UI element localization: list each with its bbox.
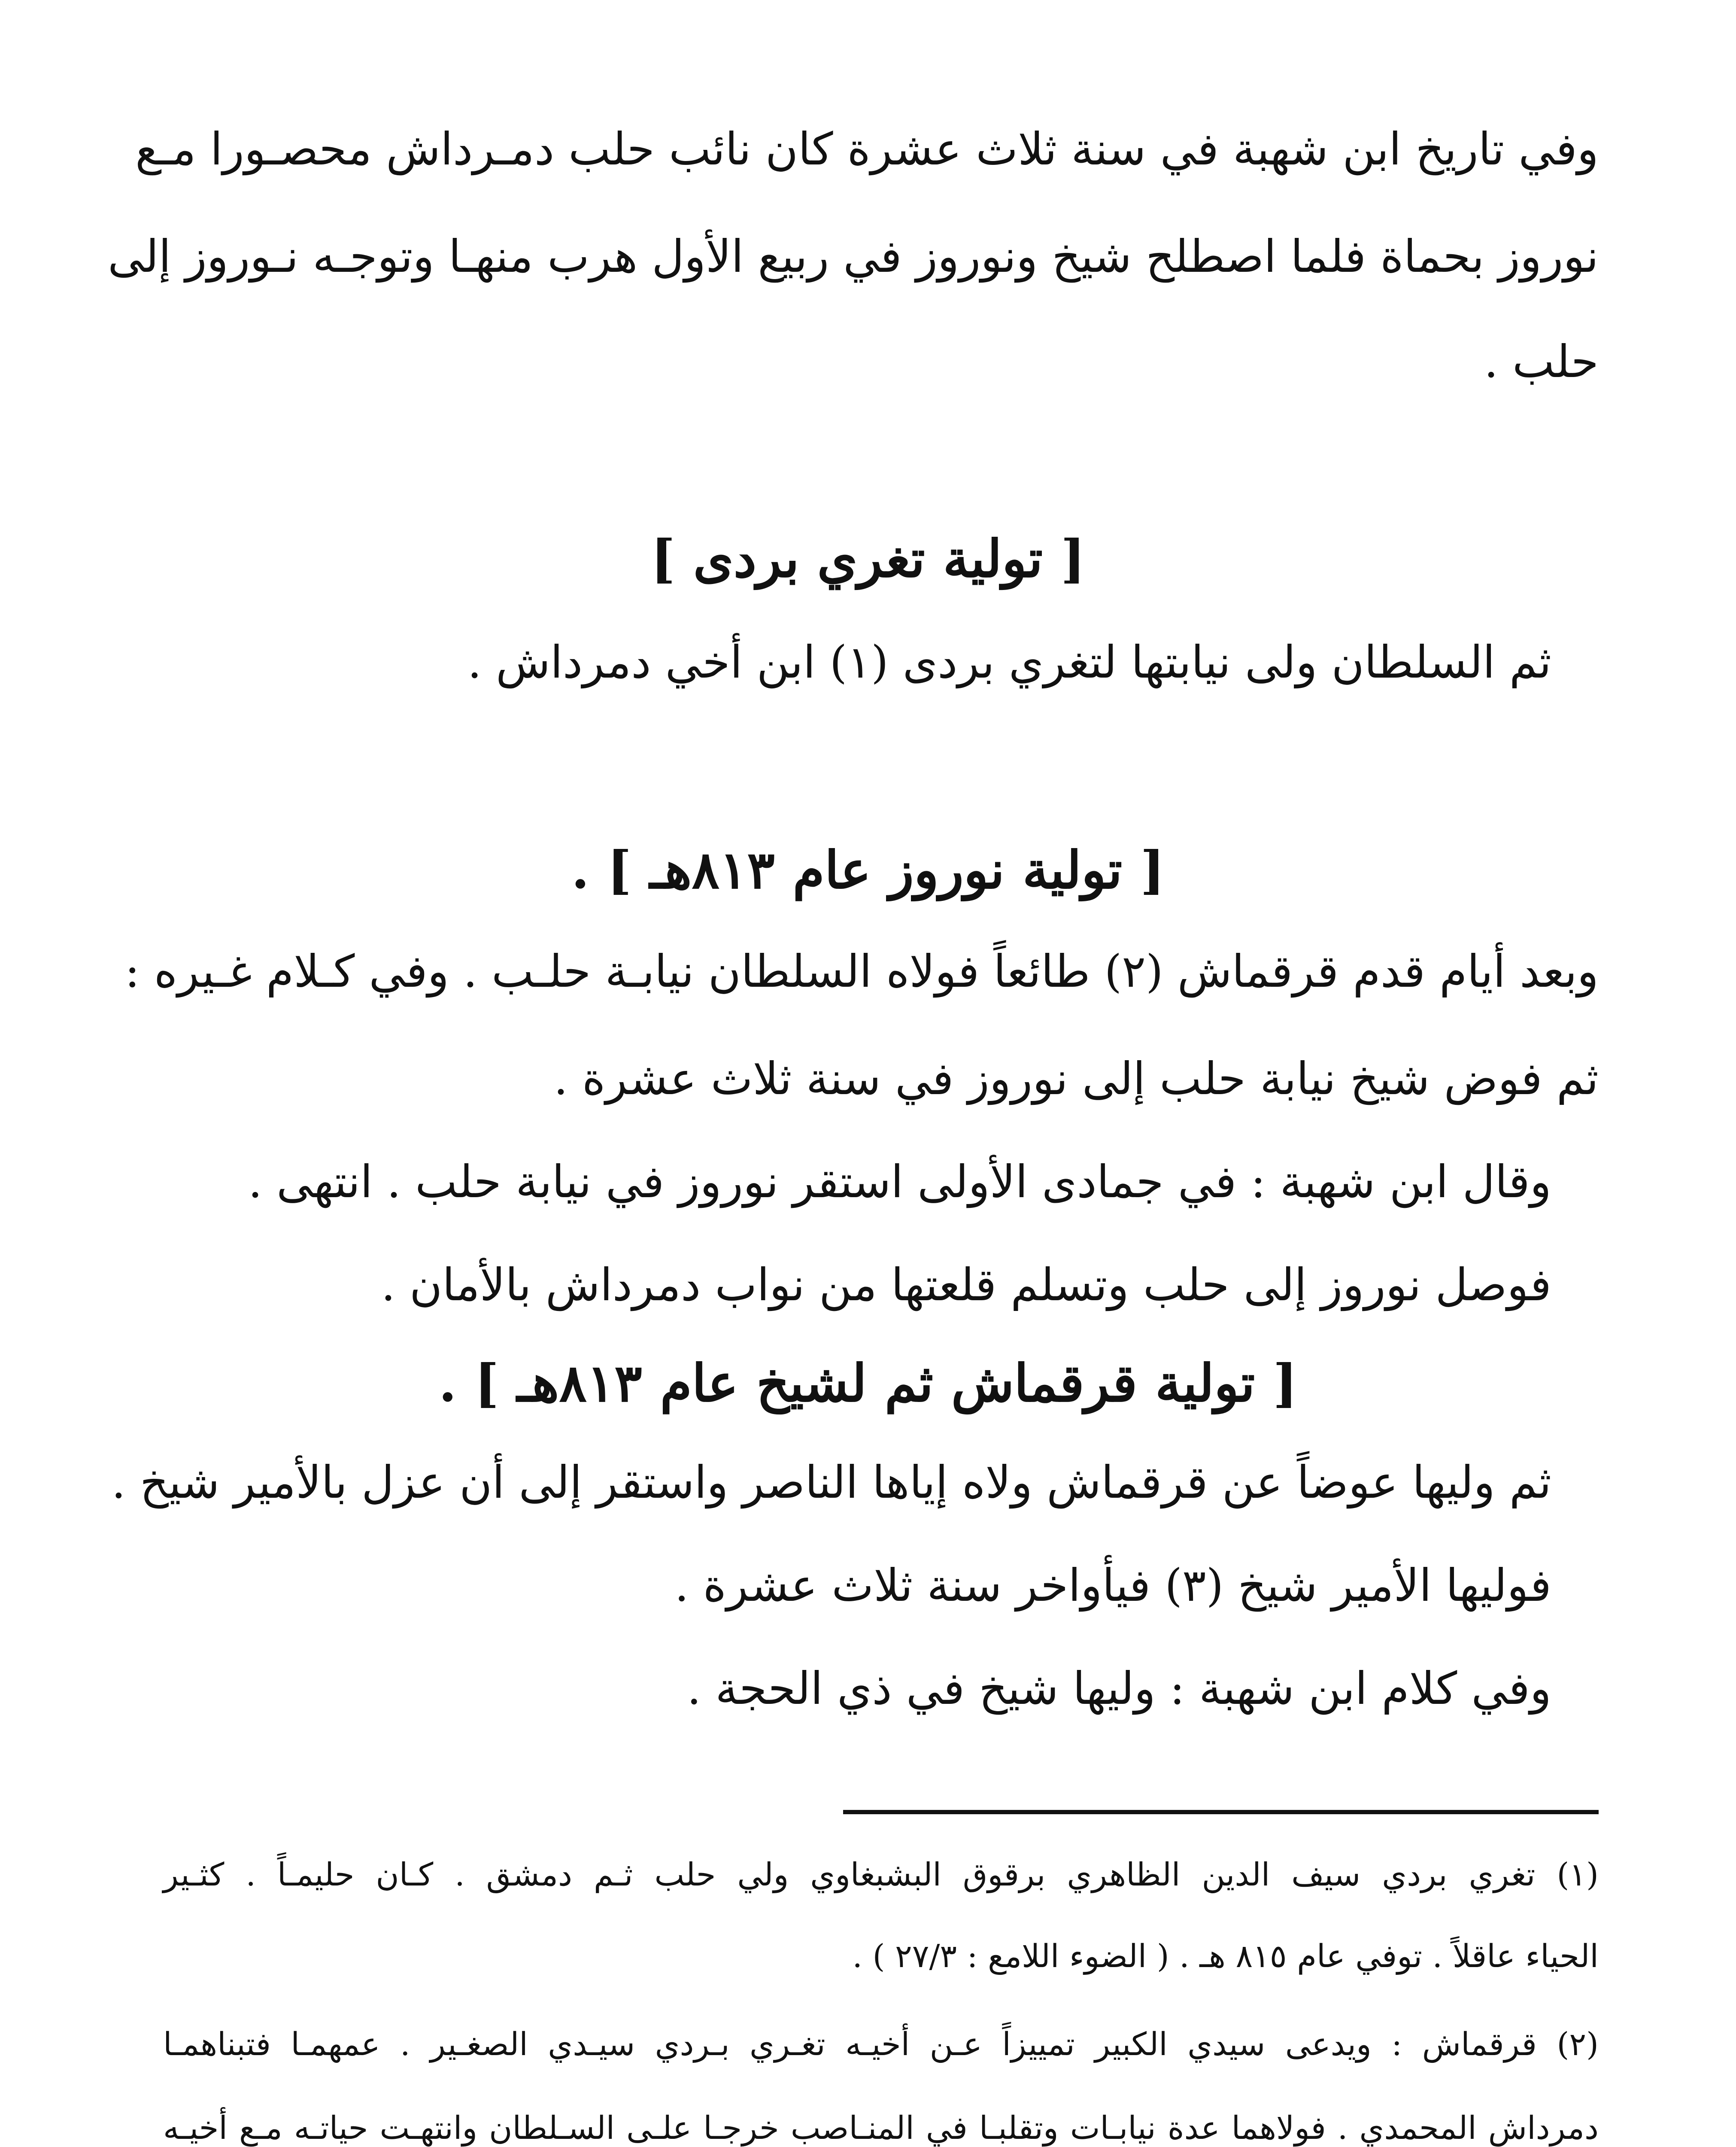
section3-line-2: فوليها الأمير شيخ (٣) فيأواخر سنة ثلاث عشرة .	[674, 1559, 1551, 1612]
section1-line-1: ثم السلطان ولى نيابتها لتغري بردى (١) ابن أخي دمرداش .	[467, 636, 1551, 688]
footnote-2-line-2: دمرداش المحمدي . فولاهما عدة نيابـات وتقلبـا في المنـاصب خرجـا علـى السـلطان وانتهـت حياتـه مـع أخيـه	[163, 2110, 1599, 2147]
section2-line-3: وقال ابن شهبة : في جمادى الأولى استقر نوروز في نيابة حلب . انتهى .	[248, 1156, 1551, 1208]
section-heading-qurqmash-shaykh: [ تولية قرقماش ثم لشيخ عام ٨١٣هـ ] .	[438, 1353, 1298, 1414]
section2-line-1: وبعد أيام قدم قرقماش (٢) طائعاً فولاه السلطان نيابـة حلـب . وفي كـلام غـيره :	[124, 945, 1599, 997]
footnote-1-line-1: (١) تغري بردي سيف الدين الظاهري برقوق البشبغاوي ولي حلب ثـم دمشق . كـان حليمـاً . كثـير	[163, 1856, 1599, 1893]
section2-line-4: فوصل نوروز إلى حلب وتسلم قلعتها من نواب دمرداش بالأمان .	[381, 1259, 1551, 1311]
footnote-1-line-2: الحياء عاقلاً . توفي عام ٨١٥ هـ . ( الضوء اللامع : ٢٧/٣ ) .	[852, 1938, 1599, 1975]
footnote-2-line-1: (٢) قرقماش : ويدعى سيدي الكبير تمييزاً عـن أخيـه تغـري بـردي سيـدي الصغـير . عمهمـا فتبناهمـا	[163, 2026, 1599, 2063]
section-heading-nawruz: [ تولية نوروز عام ٨١٣هـ ] .	[571, 840, 1165, 900]
intro-line-3: حلب .	[1484, 335, 1599, 388]
footnote-separator	[843, 1810, 1599, 1814]
intro-line-1: وفي تاريخ ابن شهبة في سنة ثلاث عشرة كان نائب حلب دمـرداش محصـورا مـع	[135, 123, 1599, 175]
section-heading-tughri-birdi: [ تولية تغري بردى ]	[651, 529, 1085, 589]
section2-line-2: ثم فوض شيخ نيابة حلب إلى نوروز في سنة ثلاث عشرة .	[553, 1052, 1599, 1105]
section3-line-1: ثم وليها عوضاً عن قرقماش ولاه إياها الناصر واستقر إلى أن عزل بالأمير شيخ .	[111, 1456, 1551, 1508]
intro-line-2: نوروز بحماة فلما اصطلح شيخ ونوروز في ربيع الأول هرب منهـا وتوجـه نـوروز إلى	[108, 230, 1599, 283]
section3-line-3: وفي كلام ابن شهبة : وليها شيخ في ذي الحجة .	[687, 1662, 1551, 1715]
